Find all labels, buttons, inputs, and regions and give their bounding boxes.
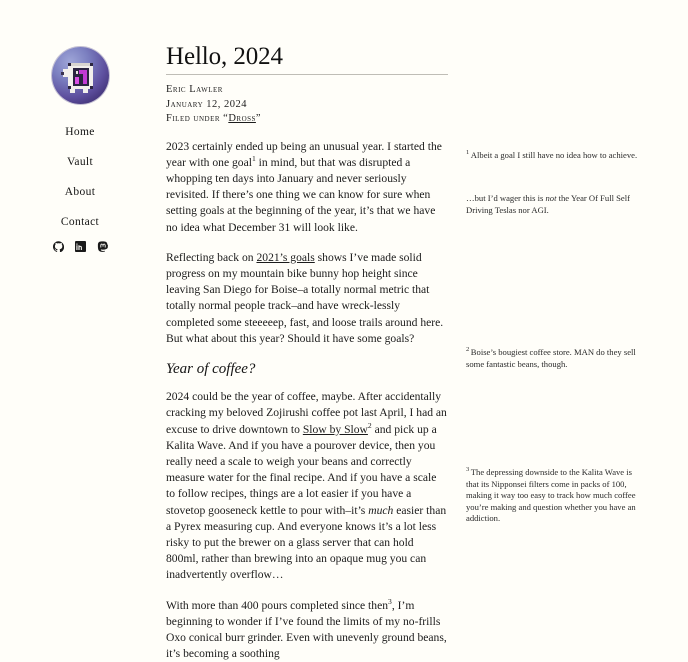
margin-note-aside-text-a: …but I’d wager this is	[466, 193, 545, 203]
page-title: Hello, 2024	[166, 44, 448, 70]
paragraph-1-text-a: 2023 certainly ended up being an unusual year. I started the year with one goal	[166, 140, 442, 169]
margin-note-1-marker: 1	[466, 149, 469, 156]
footnote-ref-1[interactable]: 1	[252, 154, 256, 163]
title-divider	[166, 74, 448, 75]
margin-note-aside-text-b: the Year Of Full Self Driving Teslas nor AGI.	[466, 193, 630, 215]
category-link-dross[interactable]: Dross	[228, 113, 256, 124]
filed-under	[166, 112, 448, 127]
paragraph-1-text-b: in mind, but that was disrupted a whopping ten days into January and never seriously revisited. If there’s one thing we can know for sure when setting goals at the beginning of the year, it’s that we have no idea what December 31 will look like.	[166, 156, 435, 234]
margin-note-2-text: Boise’s bougiest coffee store. MAN do they sell some fantastic beans, though.	[466, 347, 636, 369]
footnote-ref-3[interactable]: 3	[388, 597, 392, 606]
avatar[interactable]	[52, 47, 109, 104]
paragraph-2	[166, 250, 448, 347]
margin-note-2	[466, 347, 638, 370]
pixel-robot-avatar-icon	[52, 47, 109, 104]
margin-note-aside	[466, 193, 638, 216]
paragraph-3-text-b: and pick up a Kalita Wave. And if you have a pourover device, then you really need a scale to weigh your beans and correctly measure water for the final recipe. And if you have a scale to follow recipes, things are a lot easier if you have a stovetop gooseneck kettle to pour with–it’s	[166, 423, 437, 517]
link-2021-goals[interactable]: 2021’s goals	[256, 251, 314, 264]
section-heading-year-of-coffee: Year of coffee?	[166, 361, 448, 378]
paragraph-4-text-b: , I’m beginning to wonder if I’ve found the limits of my no-frills Oxo conical burr grinder. Even with unevenly ground beans, it’s becoming a soothing	[166, 599, 447, 661]
byline	[166, 83, 448, 127]
github-icon[interactable]	[53, 241, 64, 252]
sidebar-item-home[interactable]: Home	[65, 127, 95, 139]
footnote-ref-2[interactable]: 2	[368, 421, 372, 430]
margin-note-2-marker: 2	[466, 346, 469, 353]
paragraph-2-text-a: Reflecting back on	[166, 251, 256, 264]
sidebar-item-about[interactable]: About	[65, 187, 96, 199]
margin-notes-column	[466, 0, 656, 512]
filed-under-prefix: Filed under “	[166, 113, 228, 124]
margin-note-1	[466, 150, 638, 162]
paragraph-3-text-a: 2024 could be the year of coffee, maybe. After accidentally cracking my beloved Zojirushi coffee pot last April, I had an excuse to drive downtown to	[166, 390, 447, 435]
post-body	[166, 139, 448, 662]
paragraph-3-emphasis: much	[368, 504, 393, 517]
link-slow-by-slow[interactable]: Slow by Slow	[303, 423, 368, 436]
paragraph-2-text-b: shows I’ve made solid progress on my mountain bike bunny hop height since leaving San Diego for Boise–a totally normal metric that totally normal people track–and have wreck-lessly completed some steeeeep, fast, and loose trails around here. But what about this year? Should it have some goals?	[166, 251, 443, 345]
paragraph-1	[166, 139, 448, 236]
filed-under-suffix: ”	[256, 113, 261, 124]
publish-date: January 12, 2024	[166, 98, 448, 113]
margin-note-3-marker: 3	[466, 466, 469, 473]
paragraph-3-text-c: easier than a Pyrex measuring cup. And everyone knows it’s a lot less risky to put the brewer on a glass server that can hold 800ml, rather than brewing into an opaque mug you can inadvertently overflow…	[166, 504, 446, 582]
author-name: Eric Lawler	[166, 83, 448, 98]
sidebar	[0, 0, 160, 512]
paragraph-4	[166, 598, 448, 662]
linkedin-icon[interactable]	[75, 241, 86, 252]
paragraph-4-text-a: With more than 400 pours completed since then	[166, 599, 388, 612]
site-navigation	[0, 127, 160, 229]
social-links	[53, 241, 108, 252]
margin-note-3-text: The depressing downside to the Kalita Wave is that its Nipponsei filters come in packs of 100, making it way too easy to track how much coffee you’re making and question whether you have an addiction.	[466, 467, 636, 523]
sidebar-item-contact[interactable]: Contact	[61, 217, 99, 229]
margin-note-1-text: Albeit a goal I still have no idea how to achieve.	[471, 150, 637, 160]
sidebar-item-vault[interactable]: Vault	[67, 157, 93, 169]
margin-note-aside-emphasis: not	[545, 193, 556, 203]
margin-note-3	[466, 467, 638, 525]
article	[166, 0, 448, 662]
paragraph-3	[166, 389, 448, 583]
mastodon-icon[interactable]	[97, 241, 108, 252]
